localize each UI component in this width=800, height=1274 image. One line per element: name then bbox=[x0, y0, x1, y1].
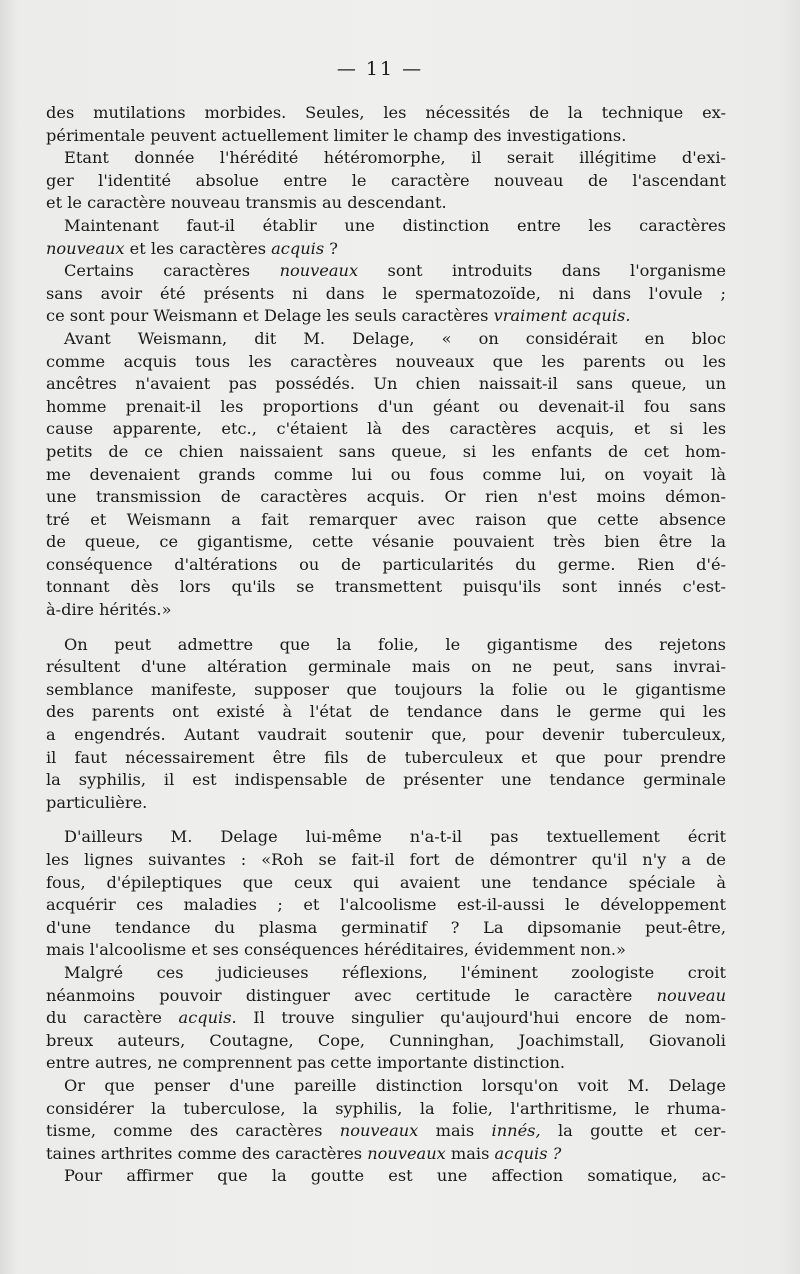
text-line: Etant donnée l'hérédité hétéromorphe, il serait illégitime d'exi- bbox=[64, 148, 726, 168]
text-line: ancêtres n'avaient pas possédés. Un chien naissait-il sans queue, un bbox=[46, 374, 726, 394]
text-line: Or que penser d'une pareille distinction lorsqu'on voit M. Delage bbox=[64, 1075, 726, 1095]
text-line: des parents ont existé à l'état de tendance dans le germe qui les bbox=[46, 702, 726, 722]
text-line: particulière. bbox=[46, 792, 148, 812]
italic-term: innés, bbox=[491, 1121, 541, 1141]
text-run: sont introduits dans l'organisme bbox=[358, 261, 726, 281]
italic-term: nouveaux bbox=[279, 261, 359, 281]
text-line: D'ailleurs M. Delage lui-même n'a-t-il pas textuellement écrit bbox=[64, 827, 726, 847]
text-run: taines arthrites comme des caractères bbox=[46, 1143, 368, 1163]
italic-term: nouveaux bbox=[367, 1143, 446, 1163]
text-line: conséquence d'altérations ou de particularités du germe. Rien d'é- bbox=[46, 554, 726, 574]
text-line: acquérir ces maladies ; et l'alcoolisme est-il-aussi le développement bbox=[46, 895, 726, 915]
text-line: Avant Weismann, dit M. Delage, « on considérait en bloc bbox=[64, 328, 726, 348]
text-line bbox=[46, 260, 726, 283]
text-line bbox=[46, 238, 726, 261]
text-line: fous, d'épileptiques que ceux qui avaient une tendance spéciale à bbox=[46, 872, 726, 892]
text-line: a engendrés. Autant vaudrait soutenir que, pour devenir tuberculeux, bbox=[46, 725, 726, 745]
text-run: mais bbox=[445, 1143, 495, 1163]
text-line bbox=[46, 305, 726, 328]
text-line: à-dire hérités.» bbox=[46, 600, 172, 620]
text-line: périmentale peuvent actuellement limiter le champ des investigations. bbox=[46, 125, 627, 145]
text-line: mais l'alcoolisme et ses conséquences héréditaires, évidemment non.» bbox=[46, 940, 626, 960]
text-line: il faut nécessairement être fils de tuberculeux et que pour prendre bbox=[46, 747, 726, 767]
text-line: semblance manifeste, supposer que toujours la folie ou le gigantisme bbox=[46, 679, 726, 699]
text-line bbox=[46, 985, 726, 1008]
text-line: petits de ce chien naissaient sans queue, si les enfants de cet hom- bbox=[46, 441, 726, 461]
italic-term: nouveaux bbox=[339, 1121, 419, 1141]
text-line: comme acquis tous les caractères nouveaux que les parents ou les bbox=[46, 351, 726, 371]
text-line: Pour affirmer que la goutte est une affection somatique, ac- bbox=[64, 1166, 726, 1186]
body-text bbox=[46, 102, 726, 1188]
text-line: Malgré ces judicieuses réflexions, l'éminent zoologiste croit bbox=[64, 962, 726, 982]
text-run: mais bbox=[418, 1121, 492, 1141]
text-run: Certains caractères bbox=[64, 261, 280, 281]
text-line: breux auteurs, Coutagne, Cope, Cunninghan, Joachimstall, Giovanoli bbox=[46, 1030, 726, 1050]
italic-term: nouveaux bbox=[46, 238, 125, 258]
text-line: cause apparente, etc., c'étaient là des caractères acquis, et si les bbox=[46, 419, 726, 439]
text-run: ? bbox=[324, 238, 338, 258]
text-line: tonnant dès lors qu'ils se transmettent puisqu'ils sont innés c'est- bbox=[46, 577, 726, 597]
text-line: la syphilis, il est indispensable de présenter une tendance germinale bbox=[46, 770, 726, 790]
text-line: ger l'identité absolue entre le caractère nouveau de l'ascendant bbox=[46, 170, 726, 190]
text-line: homme prenait-il les proportions d'un géant ou devenait-il fou sans bbox=[46, 396, 726, 416]
text-run: Il trouve singulier qu'aujourd'hui encore de nom- bbox=[236, 1008, 726, 1028]
text-run: et les caractères bbox=[124, 238, 272, 258]
text-line: me devenaient grands comme lui ou fous comme lui, on voyait là bbox=[46, 464, 726, 484]
paragraph-gap bbox=[46, 622, 726, 634]
italic-term: nouveau bbox=[656, 985, 726, 1005]
text-line: tré et Weismann a fait remarquer avec raison que cette absence bbox=[46, 509, 726, 529]
text-run: tisme, comme des caractères bbox=[46, 1121, 340, 1141]
text-line bbox=[46, 1120, 726, 1143]
text-line: On peut admettre que la folie, le gigantisme des rejetons bbox=[64, 634, 726, 654]
italic-term: acquis. bbox=[178, 1008, 237, 1028]
paragraph-gap bbox=[46, 814, 726, 826]
text-line: Maintenant faut-il établir une distinction entre les caractères bbox=[64, 215, 726, 235]
text-line: sans avoir été présents ni dans le spermatozoïde, ni dans l'ovule ; bbox=[46, 283, 726, 303]
text-run: ce sont pour Weismann et Delage les seuls caractères bbox=[46, 306, 494, 326]
text-line: résultent d'une altération germinale mais on ne peut, sans invrai- bbox=[46, 657, 726, 677]
page-number: — 11 — bbox=[336, 58, 424, 80]
italic-term: vraiment acquis. bbox=[493, 306, 631, 326]
text-run: du caractère bbox=[46, 1008, 179, 1028]
text-line: et le caractère nouveau transmis au descendant. bbox=[46, 193, 447, 213]
text-line bbox=[46, 1143, 726, 1166]
text-line bbox=[46, 1007, 726, 1030]
text-line: d'une tendance du plasma germinatif ? La dipsomanie peut-être, bbox=[46, 917, 726, 937]
text-run: néanmoins pouvoir distinguer avec certitude le caractère bbox=[46, 985, 657, 1005]
text-line: considérer la tuberculose, la syphilis, la folie, l'arthritisme, le rhuma- bbox=[46, 1098, 726, 1118]
italic-term: acquis ? bbox=[494, 1143, 562, 1163]
italic-term: acquis bbox=[271, 238, 325, 258]
text-line: les lignes suivantes : «Roh se fait-il fort de démontrer qu'il n'y a de bbox=[46, 850, 726, 869]
text-line: une transmission de caractères acquis. Or rien n'est moins démon- bbox=[46, 487, 726, 507]
text-run: la goutte et cer- bbox=[540, 1121, 726, 1141]
text-line: entre autres, ne comprennent pas cette importante distinction. bbox=[46, 1053, 566, 1073]
text-line: de queue, ce gigantisme, cette vésanie pouvaient très bien être la bbox=[46, 532, 726, 552]
text-line: des mutilations morbides. Seules, les nécessités de la technique ex- bbox=[46, 103, 726, 122]
